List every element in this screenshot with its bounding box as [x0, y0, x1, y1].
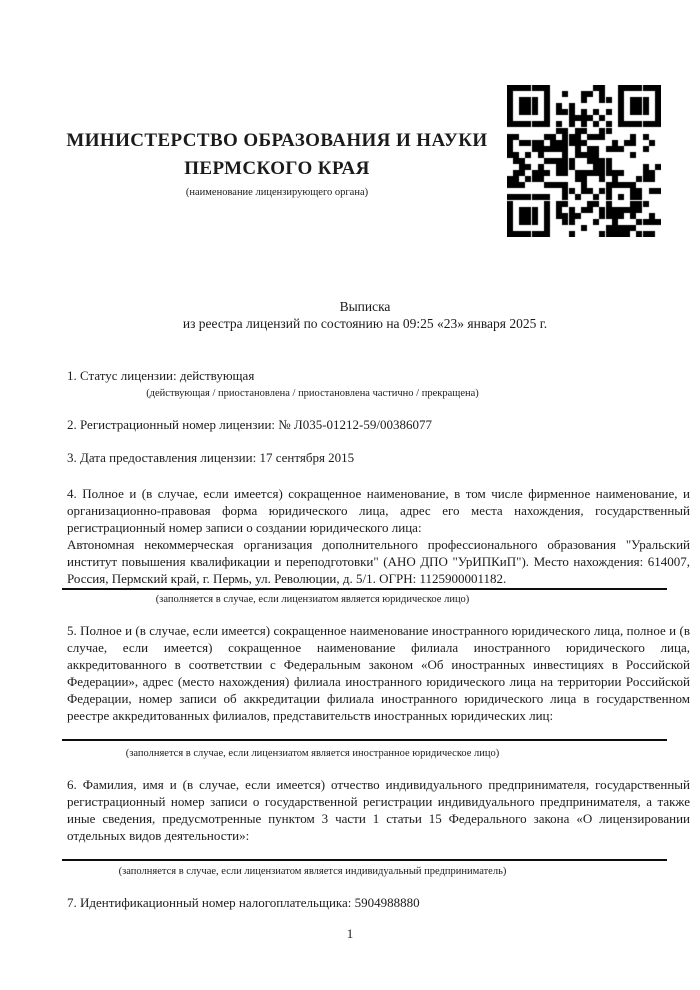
- license-item-2-reg-number: 2. Регистрационный номер лицензии: № Л035-01212-59/00386077: [67, 417, 433, 432]
- licensing-authority-header: [57, 127, 497, 199]
- license-item-7-inn: 7. Идентификационный номер налогоплательщика: 5904988880: [67, 895, 420, 910]
- page-number: 1: [346, 926, 354, 941]
- license-item-3-grant-date: 3. Дата предоставления лицензии: 17 сентября 2015: [67, 450, 355, 465]
- document-title: [40, 298, 690, 332]
- license-item-1-caption: (действующая / приостановлена / приостановлена частично / прекращена): [146, 388, 479, 399]
- license-item-5-caption: (заполняется в случае, если лицензиатом является иностранное юридическое лицо): [125, 748, 500, 759]
- fill-line-item-6: [62, 859, 667, 861]
- qr-code: [507, 85, 661, 237]
- license-item-4-legal-entity: [67, 485, 690, 587]
- license-item-6-caption: (заполняется в случае, если лицензиатом является индивидуальный предприниматель): [118, 866, 507, 877]
- license-item-4-caption: (заполняется в случае, если лицензиатом является юридическое лицо): [155, 594, 470, 605]
- document-title-line1: Выписка: [339, 299, 391, 314]
- license-item-5-foreign-entity: 5. Полное и (в случае, если имеется) сокращенное наименование иностранного юридического лица, полное и (в случае, если имеется) сокращенное наименование филиала иностранного юридического лица, аккредитованного в соответствии с Федеральным законом «Об иностранных инвестициях в Российской Федерации», адрес (место нахождения) филиала иностранного юридического лица на территории Российской Федерации, номер записи об аккредитации филиала иностранного юридического лица в государственном реестре аккредитованных филиалов, представительств иностранных юридических лиц:: [67, 623, 690, 723]
- authority-name-line1: МИНИСТЕРСТВО ОБРАЗОВАНИЯ И НАУКИ: [66, 130, 488, 151]
- document-title-line2: из реестра лицензий по состоянию на 09:25 «23» января 2025 г.: [182, 316, 548, 331]
- license-item-1-status: 1. Статус лицензии: действующая: [67, 368, 255, 383]
- license-item-6-individual-entrepreneur: 6. Фамилия, имя и (в случае, если имеется) отчество индивидуального предпринимателя, государственный регистрационный номер записи о государственной регистрации индивидуального предпринимателя, а также иные сведения, предусмотренные пунктом 3 части 1 статьи 15 Федерального закона «О лицензировании отдельных видов деятельности»:: [67, 777, 690, 843]
- authority-caption: (наименование лицензирующего органа): [185, 187, 369, 198]
- authority-name-line2: ПЕРМСКОГО КРАЯ: [184, 158, 370, 179]
- fill-line-item-5: [62, 739, 667, 741]
- license-item-4-label: 4. Полное и (в случае, если имеется) сокращенное наименование, в том числе фирменное наименование, и организационно-правовая форма юридического лица, адрес его места нахождения, государственный регистрационный номер записи о создании юридического лица:: [67, 486, 690, 535]
- license-item-4-value: Автономная некоммерческая организация дополнительного профессионального образования "Уральский институт повышения квалификации и переподготовки" (АНО ДПО "УрИПКиП"). Место нахождения: 614007, Россия, Пермский край, г. Пермь, ул. Революции, д. 5/1. ОГРН: 1125900001182.: [67, 537, 690, 586]
- fill-line-item-4: [62, 588, 667, 590]
